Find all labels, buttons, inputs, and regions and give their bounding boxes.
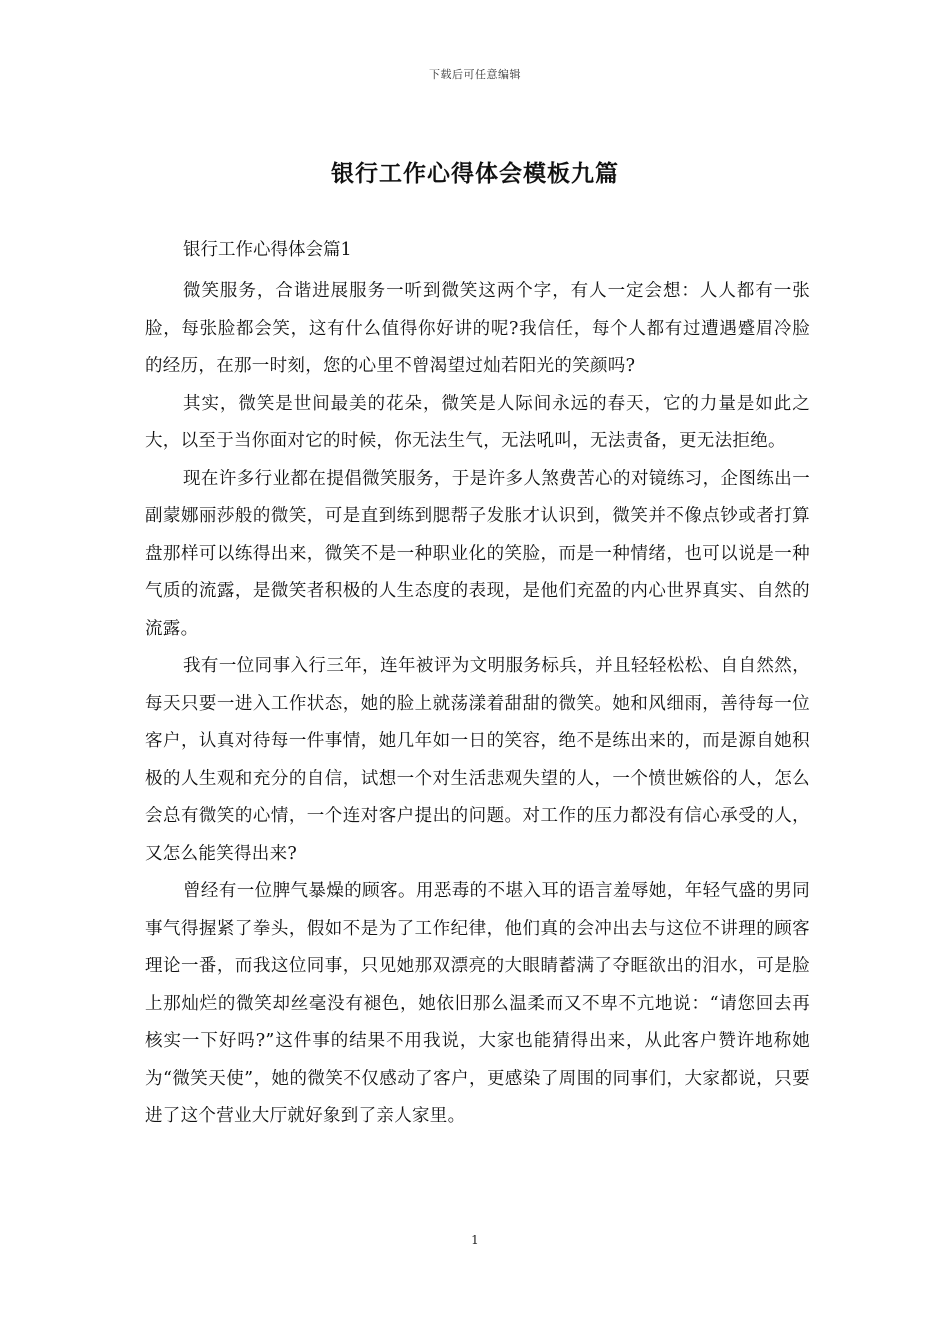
paragraph-5: 曾经有一位脾气暴燥的顾客。用恶毒的不堪入耳的语言羞辱她，年轻气盛的男同事气得握紧了拳头，假如不是为了工作纪律，他们真的会冲出去与这位不讲理的顾客理论一番，而我这位同事，只见她那双漂亮的大眼睛蓄满了夺眶欲出的泪水，可是脸上那灿烂的微笑却丝毫没有褪色，她依旧那么温柔而又不卑不亢地说：“请您回去再核实一下好吗?”这件事的结果不用我说，大家也能猜得出来，从此客户赞许地称她为“微笑天使”，她的微笑不仅感动了客户，更感染了周围的同事们，大家都说，只要进了这个营业大厅就好象到了亲人家里。 xyxy=(145,881,810,1126)
paragraph-3: 现在许多行业都在提倡微笑服务，于是许多人煞费苦心的对镜练习，企图练出一副蒙娜丽莎般的微笑，可是直到练到腮帮子发胀才认识到，微笑并不像点钞或者打算盘那样可以练得出来，微笑不是一种职业化的笑脸，而是一种情绪，也可以说是一种气质的流露，是微笑者积极的人生态度的表现，是他们充盈的内心世界真实、自然的流露。 xyxy=(145,468,810,639)
document-title: 银行工作心得体会模板九篇 xyxy=(331,160,619,187)
section-heading: 银行工作心得体会篇1 xyxy=(183,240,352,260)
document-body xyxy=(145,236,810,1136)
paragraph-1: 微笑服务，合谐进展服务一听到微笑这两个字，有人一定会想：人人都有一张脸，每张脸都会笑，这有什么值得你好讲的呢?我信任，每个人都有过遭遇蹙眉冷脸的经历，在那一时刻，您的心里不曾渴望过灿若阳光的笑颜吗? xyxy=(145,281,810,376)
header-note: 下载后可任意编辑 xyxy=(429,68,521,81)
paragraph-4: 我有一位同事入行三年，连年被评为文明服务标兵，并且轻轻松松、自自然然，每天只要一进入工作状态，她的脸上就荡漾着甜甜的微笑。她和风细雨，善待每一位客户，认真对待每一件事情，她几年如一日的笑容，绝不是练出来的，而是源自她积极的人生观和充分的自信，试想一个对生活悲观失望的人，一个愤世嫉俗的人，怎么会总有微笑的心情，一个连对客户提出的问题。对工作的压力都没有信心承受的人，又怎么能笑得出来? xyxy=(145,656,810,864)
paragraph-2: 其实，微笑是世间最美的花朵，微笑是人际间永远的春天，它的力量是如此之大，以至于当你面对它的时候，你无法生气，无法吼叫，无法责备，更无法拒绝。 xyxy=(145,393,810,451)
page-number: 1 xyxy=(471,1233,479,1247)
